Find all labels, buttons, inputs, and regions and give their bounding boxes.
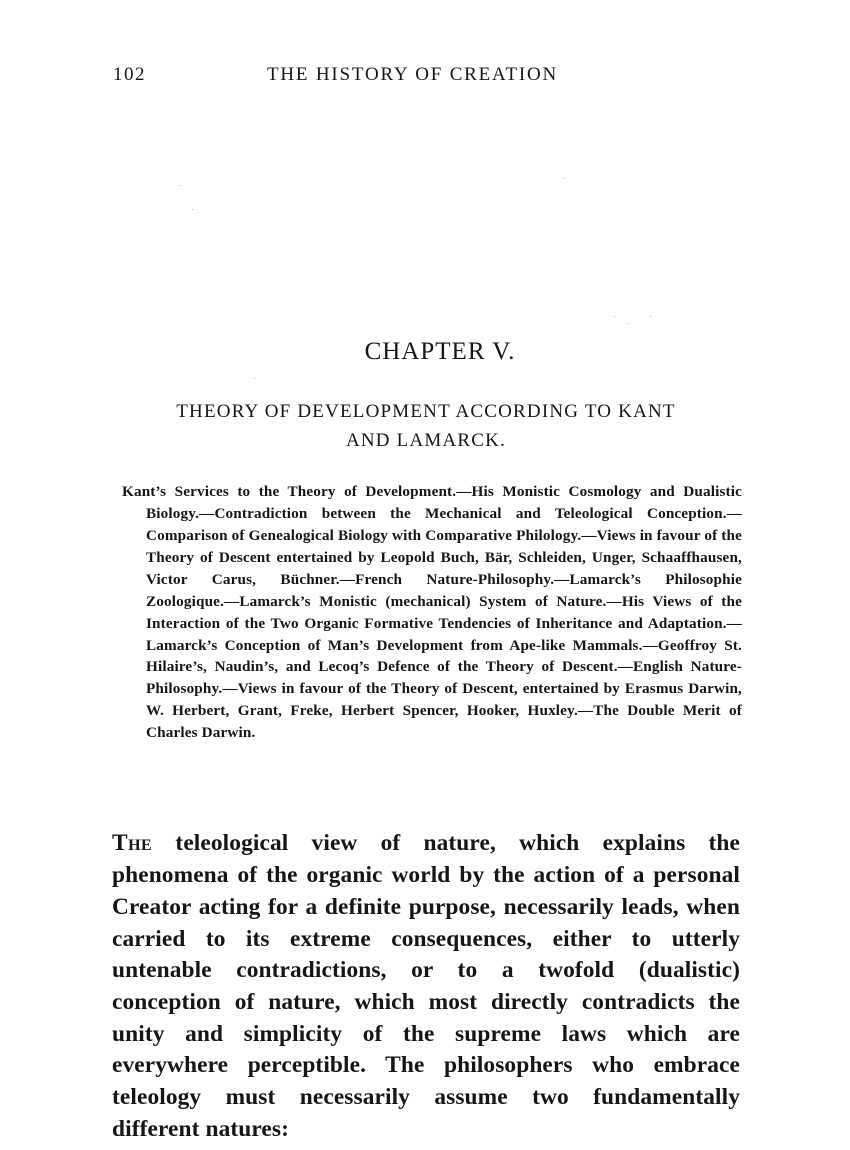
chapter-title-line-1: THEORY OF DEVELOPMENT ACCORDING TO KANT [176,401,676,422]
paper-speck [179,185,180,186]
paper-speck [254,378,255,379]
body-paragraph [112,828,740,1145]
chapter-title-line-2: AND LAMARCK. [345,430,507,451]
paper-speck [563,178,564,179]
paper-speck [650,316,651,317]
paper-speck [614,316,615,317]
chapter-heading: CHAPTER V. [364,338,516,365]
paper-speck [192,209,193,210]
body-paragraph-text: teleological view of nature, which explains the phenomena of the organic world by the action of a personal Creator acting for a definite purpose, necessarily leads, when carried to its extreme consequences, either to utterly untenable contradictions, or to a twofold (dualistic) conception of nature, which most directly contradicts the unity and simplicity of the supreme laws which are everywhere perceptible. The philosophers who embrace teleology must necessarily assume two fundamentally different natures: [112,830,740,1142]
paper-speck [628,323,629,324]
running-title: THE HISTORY OF CREATION [267,64,559,85]
running-head [113,64,738,88]
chapter-synopsis: Kant’s Services to the Theory of Development.—His Monistic Cosmology and Dualistic Biology.—Contradiction between the Mechanical and Teleological Conception.—Comparison of Genealogical Biology with Comparative Philology.—Views in favour of the Theory of Descent entertained by Leopold Buch, Bär, Schleiden, Unger, Schaaffhausen, Victor Carus, Büchner.—French Nature-Philosophy.—Lamarck’s Philosophie Zoologique.—Lamarck’s Monistic (mechanical) System of Nature.—His Views of the Interaction of the Two Organic Formative Tendencies of Inheritance and Adaptation.—Lamarck’s Conception of Man’s Development from Ape-like Mammals.—Geoffroy St. Hilaire’s, Naudin’s, and Lecoq’s Defence of the Theory of Descent.—English Nature-Philosophy.—Views in favour of the Theory of Descent, entertained by Erasmus Darwin, W. Herbert, Grant, Freke, Herbert Spencer, Hooker, Huxley.—The Double Merit of Charles Darwin. [122,483,742,742]
chapter-title [113,397,739,455]
lead-word: The [112,830,153,857]
page-number: 102 [113,64,146,85]
